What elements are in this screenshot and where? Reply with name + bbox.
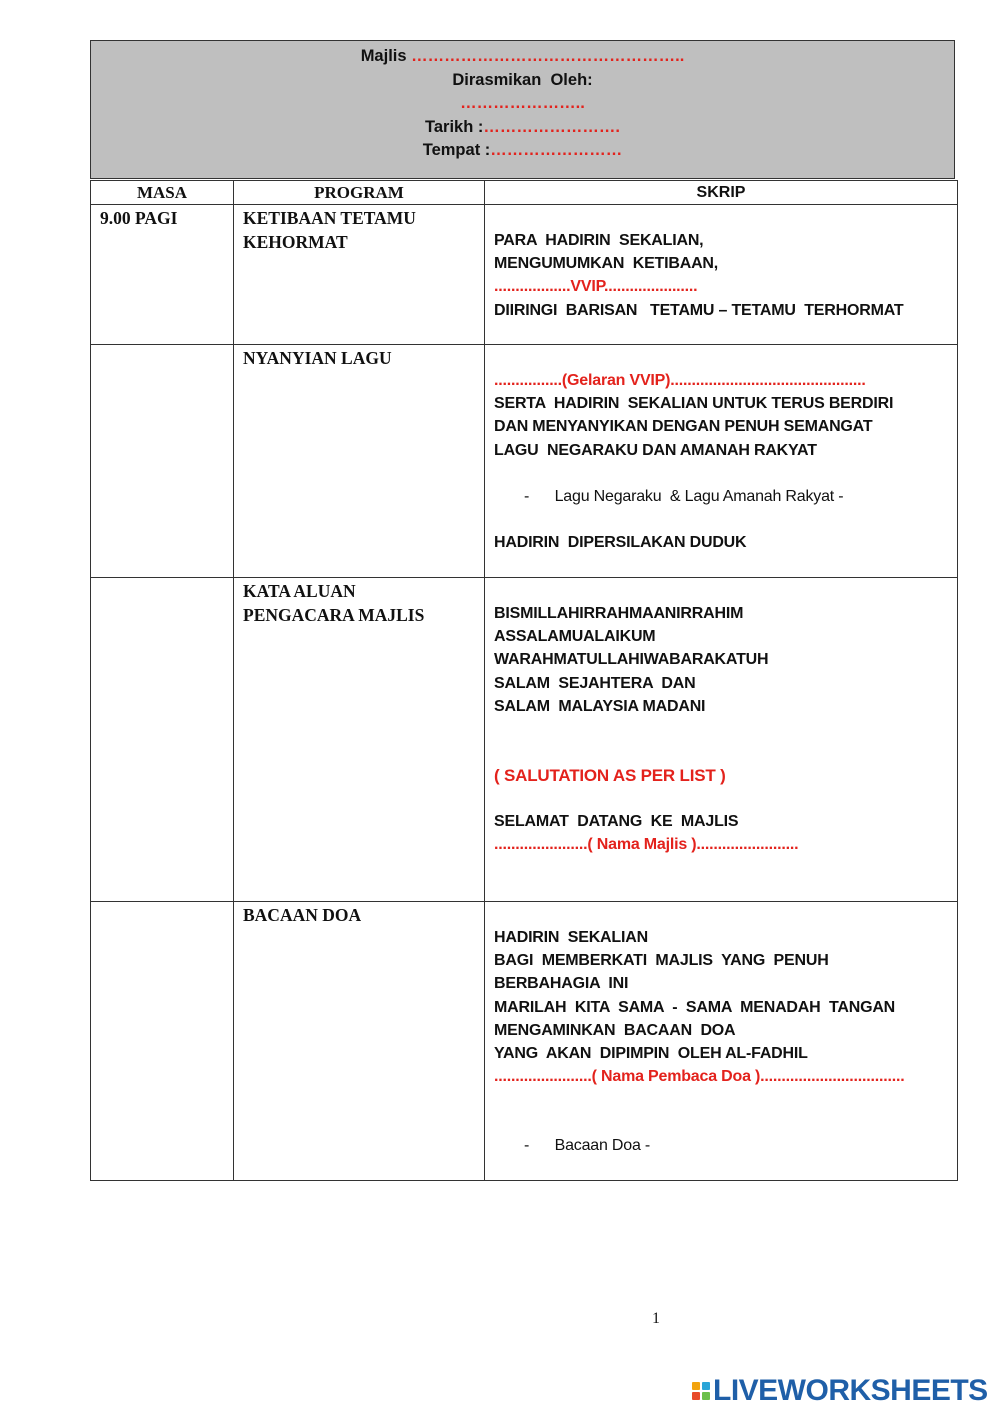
script-line: DAN MENYANYIKAN DENGAN PENUH SEMANGAT bbox=[494, 418, 873, 436]
dirasmikan-label: Dirasmikan Oleh: bbox=[452, 70, 593, 89]
script-line: HADIRIN DIPERSILAKAN DUDUK bbox=[494, 534, 747, 552]
script-line: ASSALAMUALAIKUM bbox=[494, 628, 656, 646]
majlis-label: Majlis bbox=[360, 47, 412, 65]
doa-note: - Bacaan Doa - bbox=[524, 1137, 651, 1155]
masa-cell: 9.00 PAGI bbox=[91, 205, 234, 345]
program-line: BACAAN DOA bbox=[243, 905, 362, 925]
table-header-row bbox=[91, 181, 958, 205]
program-line: KETIBAAN TETAMU bbox=[243, 208, 416, 228]
tempat-label: Tempat : bbox=[422, 141, 491, 159]
program-cell bbox=[234, 205, 485, 345]
script-line: YANG AKAN DIPIMPIN OLEH AL-FADHIL bbox=[494, 1045, 808, 1063]
majlis-placeholder: ………………………………………….. bbox=[411, 47, 685, 65]
column-header-masa: MASA bbox=[91, 181, 234, 205]
tempat-placeholder: …………………… bbox=[490, 141, 623, 159]
masa-cell bbox=[91, 578, 234, 902]
script-line: SALAM SEJAHTERA DAN bbox=[494, 674, 696, 692]
table-row bbox=[91, 578, 958, 902]
tarikh-line bbox=[91, 116, 954, 140]
program-line: KEHORMAT bbox=[243, 231, 348, 252]
page-number: 1 bbox=[652, 1310, 660, 1327]
column-header-skrip: SKRIP bbox=[485, 181, 958, 205]
program-line: KATA ALUAN bbox=[243, 581, 356, 601]
program-line: PENGACARA MAJLIS bbox=[243, 604, 425, 625]
majlis-line bbox=[91, 45, 954, 69]
script-line: MARILAH KITA SAMA - SAMA MENADAH TANGAN bbox=[494, 998, 896, 1016]
salutation-placeholder: ( SALUTATION AS PER LIST ) bbox=[494, 766, 726, 786]
masa-cell bbox=[91, 345, 234, 578]
script-line: LAGU NEGARAKU DAN AMANAH RAKYAT bbox=[494, 441, 817, 459]
nama-majlis-placeholder: ......................( Nama Majlis )........................ bbox=[494, 836, 799, 854]
script-line: BERBAHAGIA INI bbox=[494, 975, 629, 993]
script-line: HADIRIN SEKALIAN bbox=[494, 929, 648, 946]
table-row bbox=[91, 205, 958, 345]
document-header bbox=[90, 40, 955, 179]
program-cell bbox=[234, 578, 485, 902]
program-cell bbox=[234, 902, 485, 1181]
logo-mark-icon bbox=[692, 1382, 710, 1400]
script-line: MENGAMINKAN BACAAN DOA bbox=[494, 1021, 736, 1039]
dirasmikan-placeholder: ………………….. bbox=[460, 94, 585, 112]
tarikh-label: Tarikh : bbox=[425, 117, 484, 136]
script-line: DIIRINGI BARISAN TETAMU – TETAMU TERHORMAT bbox=[494, 301, 904, 319]
nama-pembaca-doa-placeholder: .......................( Nama Pembaca Doa ).................................. bbox=[494, 1068, 905, 1086]
script-line: SELAMAT DATANG KE MAJLIS bbox=[494, 813, 739, 831]
anthem-note: - Lagu Negaraku & Lagu Amanah Rakyat - bbox=[524, 487, 844, 505]
script-line: PARA HADIRIN SEKALIAN, bbox=[494, 232, 704, 249]
program-line: NYANYIAN LAGU bbox=[243, 348, 392, 368]
logo-text: LIVEWORKSHEETS bbox=[713, 1374, 988, 1407]
column-header-program: PROGRAM bbox=[234, 181, 485, 205]
liveworksheets-logo bbox=[692, 1374, 988, 1408]
table-row bbox=[91, 902, 958, 1181]
script-line: BAGI MEMBERKATI MAJLIS YANG PENUH bbox=[494, 952, 829, 970]
script-line: SERTA HADIRIN SEKALIAN UNTUK TERUS BERDIRI bbox=[494, 395, 894, 413]
script-line: SALAM MALAYSIA MADANI bbox=[494, 697, 706, 715]
script-line: MENGUMUMKAN KETIBAAN, bbox=[494, 255, 719, 273]
table-row bbox=[91, 345, 958, 578]
skrip-cell bbox=[485, 205, 958, 345]
skrip-cell bbox=[485, 578, 958, 902]
skrip-cell bbox=[485, 902, 958, 1181]
script-line: BISMILLAHIRRAHMAANIRRAHIM bbox=[494, 605, 744, 622]
masa-cell bbox=[91, 902, 234, 1181]
vvip-placeholder: ..................VVIP...................... bbox=[494, 278, 698, 296]
schedule-table bbox=[90, 180, 958, 1181]
tempat-line bbox=[91, 139, 954, 163]
gelaran-placeholder: ................(Gelaran VVIP).............................................. bbox=[494, 372, 866, 389]
skrip-cell bbox=[485, 345, 958, 578]
script-line: WARAHMATULLAHIWABARAKATUH bbox=[494, 651, 769, 669]
tarikh-placeholder: ……………………. bbox=[483, 117, 620, 136]
program-cell bbox=[234, 345, 485, 578]
